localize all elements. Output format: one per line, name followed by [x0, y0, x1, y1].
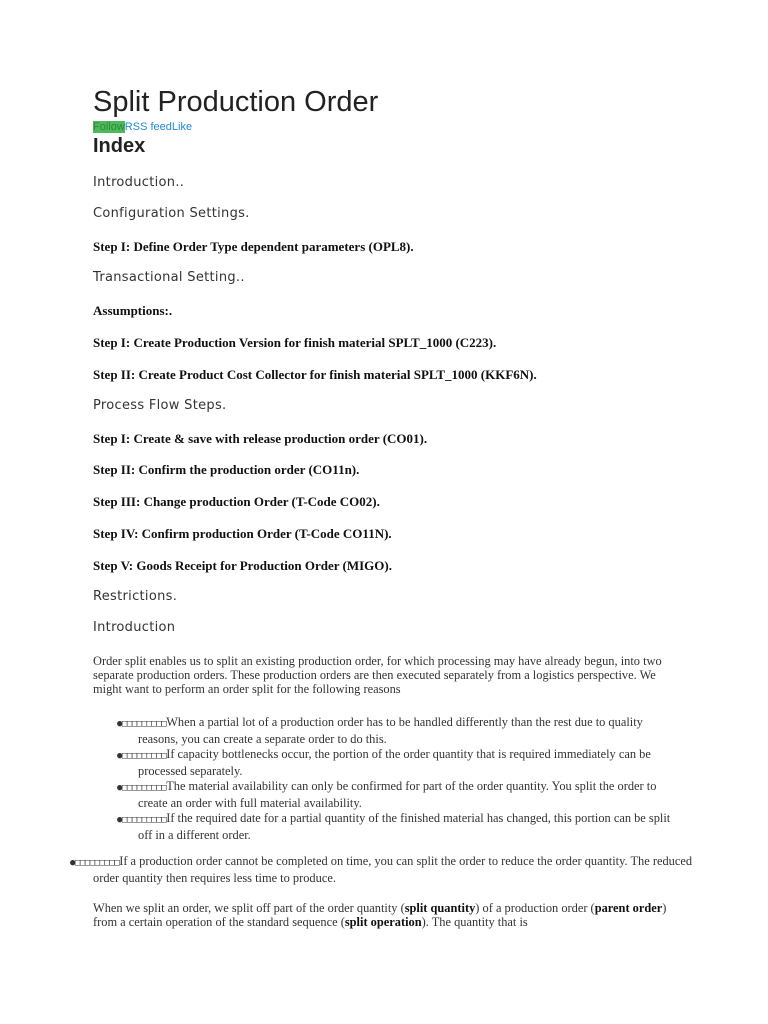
- term-split-quantity: split quantity: [404, 901, 476, 915]
- bullet-icon: ●□□□□□□□□□: [117, 815, 167, 825]
- toc-step-co11n[interactable]: Step II: Confirm the production order (CO11n).: [93, 462, 360, 477]
- toc-step-c223[interactable]: Step I: Create Production Version for finish material SPLT_1000 (C223).: [93, 335, 497, 350]
- term-split-operation: split operation: [344, 915, 422, 929]
- bullet-icon: ●□□□□□□□□□: [117, 783, 167, 793]
- toc-heading-configuration[interactable]: Configuration Settings.: [93, 206, 250, 221]
- toc-step-co02[interactable]: Step III: Change production Order (T-Code CO02).: [93, 494, 380, 509]
- toc-heading-restrictions[interactable]: Restrictions.: [93, 589, 178, 604]
- toc-step-migo[interactable]: Step V: Goods Receipt for Production Order (MIGO).: [93, 558, 392, 573]
- rss-feed-link[interactable]: RSS feed: [124, 121, 172, 133]
- toc-heading-transactional[interactable]: Transactional Setting..: [93, 270, 245, 285]
- list-item: ●□□□□□□□□□If capacity bottlenecks occur, the portion of the order quantity that is required immediately can be processed separately.: [117, 747, 651, 778]
- toc-step-opl8[interactable]: Step I: Define Order Type dependent parameters (OPL8).: [93, 239, 414, 254]
- index-heading: Index: [93, 135, 146, 157]
- list-item: ●□□□□□□□□□If the required date for a partial quantity of the finished material has changed, this portion can be split off in a different order.: [117, 811, 671, 842]
- page-title: Split Production Order: [93, 86, 379, 118]
- toc-step-assumptions[interactable]: Assumptions:.: [93, 303, 173, 318]
- intro-paragraph: Order split enables us to split an existing production order, for which processing may have already begun, into two separate production orders. These production orders are then executed separately from a logistics perspective. We might want to perform an order split for the following reasons: [93, 654, 662, 696]
- bullet-icon: ●□□□□□□□□□: [117, 719, 167, 729]
- social-bar: [93, 121, 192, 134]
- section-heading-introduction: Introduction: [93, 620, 176, 635]
- split-paragraph: When we split an order, we split off part of the order quantity (split quantity) of a production order (parent order) from a certain operation of the standard sequence (split operation). The quantity that is: [93, 901, 667, 929]
- toc-step-kkf6n[interactable]: Step II: Create Product Cost Collector for finish material SPLT_1000 (KKF6N).: [93, 367, 537, 382]
- list-item: ●□□□□□□□□□When a partial lot of a production order has to be handled differently than the rest due to quality reasons, you can create a separate order to do this.: [117, 715, 643, 746]
- reasons-list: [117, 715, 677, 843]
- like-link[interactable]: Like: [171, 121, 193, 133]
- toc-step-co01[interactable]: Step I: Create & save with release production order (CO01).: [93, 431, 428, 446]
- bullet-icon: ●□□□□□□□□□: [70, 858, 120, 868]
- toc-heading-introduction[interactable]: Introduction..: [93, 175, 185, 190]
- follow-link[interactable]: Follow: [93, 121, 125, 133]
- outer-list-item: ●□□□□□□□□□If a production order cannot be completed on time, you can split the order to reduce the order quantity. The reduced order quantity then requires less time to produce.: [70, 854, 693, 885]
- toc-step-co11n-confirm[interactable]: Step IV: Confirm production Order (T-Code CO11N).: [93, 526, 392, 541]
- toc-heading-process-flow[interactable]: Process Flow Steps.: [93, 398, 227, 413]
- list-item: ●□□□□□□□□□The material availability can only be confirmed for part of the order quantity. You split the order to create an order with full material availability.: [117, 779, 657, 810]
- bullet-icon: ●□□□□□□□□□: [117, 751, 167, 761]
- term-parent-order: parent order: [594, 901, 663, 915]
